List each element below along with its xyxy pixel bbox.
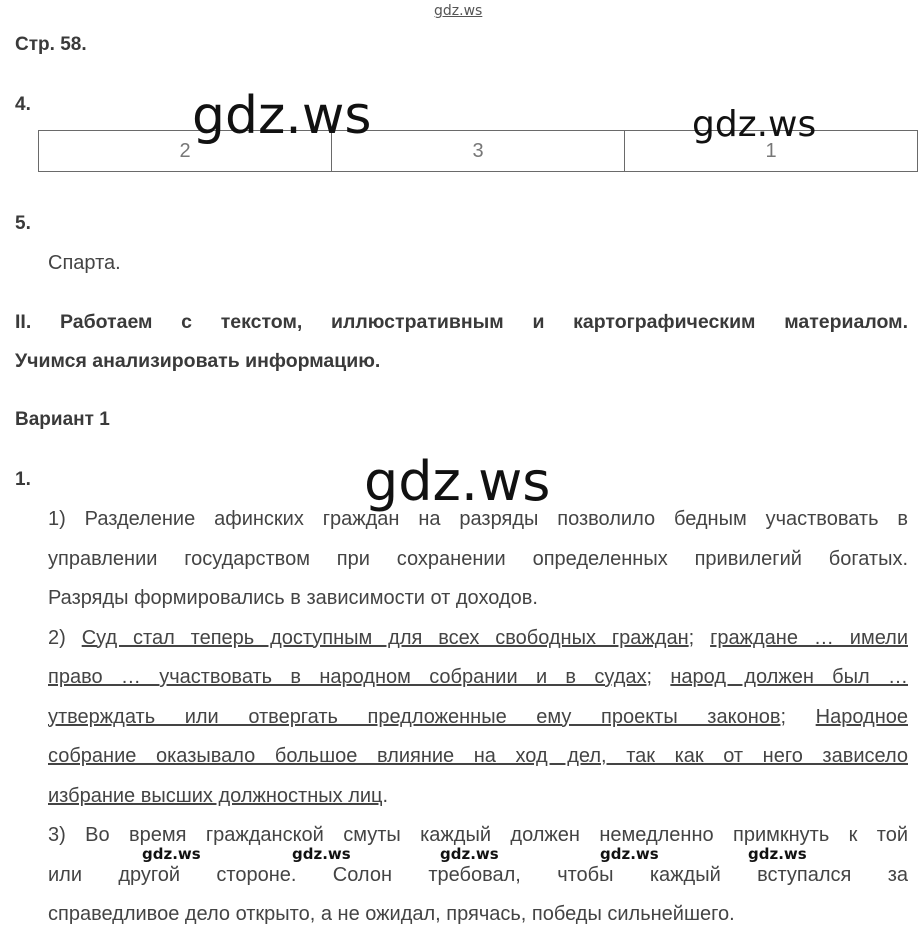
period: . xyxy=(382,784,389,807)
paragraph-2-line-3 xyxy=(48,698,908,738)
watermark-small-2: gdz.ws xyxy=(292,845,351,863)
answer-cell-3: 1 xyxy=(625,131,918,172)
paragraph-1-line-3: Разряды формировались в зависимости от доходов. xyxy=(48,587,538,609)
separator: ; xyxy=(646,666,671,688)
highlight-citizens: граждане … имели xyxy=(710,626,908,649)
paragraph-2-line-1 xyxy=(48,619,908,659)
paragraph-3-line-1: 3) Во время гражданской смуты каждый должен немедленно примкнуть к той xyxy=(48,824,908,846)
question-1-number: 1. xyxy=(15,469,31,490)
highlight-people-cont: утверждать или отвергать предложенные ему проекты законов xyxy=(48,705,781,728)
watermark-small-4: gdz.ws xyxy=(600,845,659,863)
highlight-citizens-cont: право … участвовать в народном собрании и в судах xyxy=(48,666,647,688)
answer-cell-1: 2 xyxy=(39,131,332,172)
watermark-small-1: gdz.ws xyxy=(142,845,201,863)
watermark-top: gdz.ws xyxy=(434,3,483,19)
answer-cell-2: 3 xyxy=(332,131,625,172)
variant-heading: Вариант 1 xyxy=(15,409,110,430)
separator: ; xyxy=(780,705,816,728)
paragraph-2-line-5 xyxy=(48,777,908,817)
watermark-small-3: gdz.ws xyxy=(440,845,499,863)
watermark-small-5: gdz.ws xyxy=(748,845,807,863)
paragraph-1-line-2: управлении государством при сохранении определенных привилегий богатых. xyxy=(48,547,908,570)
highlight-assembly-end: избрание высших должностных лиц xyxy=(48,784,383,807)
page-reference: Стр. 58. xyxy=(15,34,87,55)
highlight-assembly: Народное xyxy=(815,705,908,728)
paragraph-3-line-2: или другой стороне. Солон требовал, чтобы каждый вступался за xyxy=(48,863,908,886)
separator: ; xyxy=(688,626,711,649)
section-title-line-2: Учимся анализировать информацию. xyxy=(15,350,381,372)
question-5-answer: Спарта. xyxy=(48,252,121,274)
paragraph-3-line-3: справедливое дело открыто, а не ожидал, прячась, победы сильнейшего. xyxy=(48,903,735,925)
watermark-large-3: gdz.ws xyxy=(364,450,551,513)
paragraph-2-line-4 xyxy=(48,737,908,777)
highlight-people: народ должен был … xyxy=(670,666,908,688)
highlight-court: Суд стал теперь доступным для всех свободных граждан xyxy=(81,626,689,649)
paragraph-1-line-1: 1) Разделение афинских граждан на разряды позволило бедным участвовать в xyxy=(48,508,908,530)
question-5-number: 5. xyxy=(15,213,31,234)
watermark-large-1: gdz.ws xyxy=(192,86,372,146)
question-4-number: 4. xyxy=(15,94,31,115)
question-1-answer xyxy=(48,500,908,935)
paragraph-2-prefix: 2) xyxy=(48,626,82,649)
section-title-line-1: II. Работаем с текстом, иллюстративным и картографическим материалом. xyxy=(15,311,908,333)
paragraph-2-line-2 xyxy=(48,658,908,698)
highlight-assembly-cont: собрание оказывало большое влияние на ход дел, так как от него зависело xyxy=(48,745,908,767)
watermark-large-2: gdz.ws xyxy=(692,104,817,145)
